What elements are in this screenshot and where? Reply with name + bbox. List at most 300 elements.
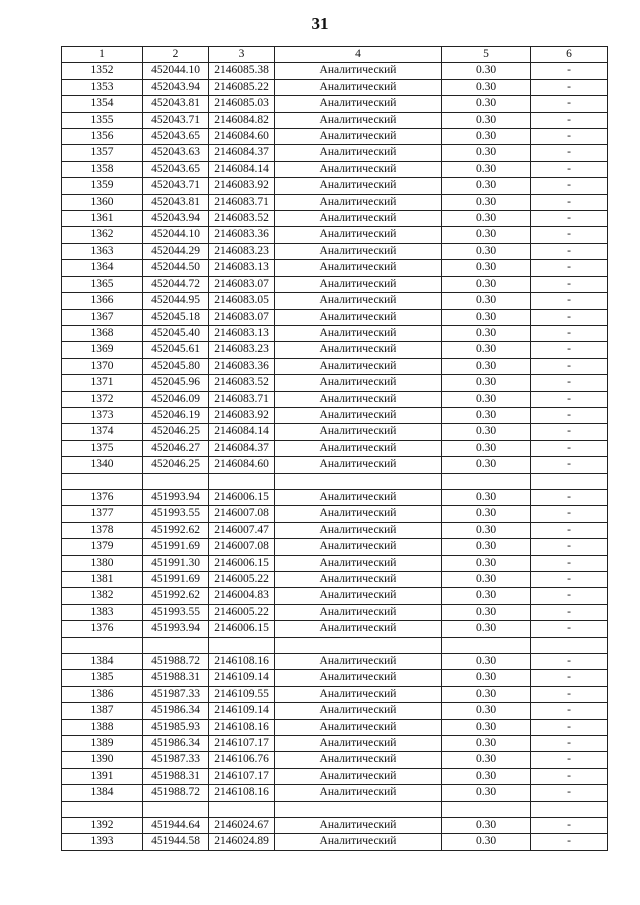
note-cell: - [531, 571, 608, 587]
point-number-cell: 1387 [62, 703, 143, 719]
table-row [62, 440, 608, 456]
accuracy-cell: 0.30 [442, 63, 531, 79]
accuracy-cell: 0.30 [442, 407, 531, 423]
table-body [62, 63, 608, 850]
y-coordinate-cell: 2146083.13 [209, 325, 275, 341]
point-number-cell: 1382 [62, 588, 143, 604]
x-coordinate-cell: 451992.62 [143, 522, 209, 538]
point-number-cell: 1357 [62, 145, 143, 161]
point-number-cell: 1340 [62, 457, 143, 473]
note-cell: - [531, 227, 608, 243]
point-number-cell: 1373 [62, 407, 143, 423]
table-row [62, 293, 608, 309]
x-coordinate-cell: 452043.81 [143, 96, 209, 112]
method-cell: Аналитический [275, 736, 442, 752]
note-cell: - [531, 211, 608, 227]
table-row [62, 719, 608, 735]
y-coordinate-cell: 2146106.76 [209, 752, 275, 768]
point-number-cell: 1372 [62, 391, 143, 407]
column-header: 4 [275, 47, 442, 63]
point-number-cell: 1368 [62, 325, 143, 341]
note-cell: - [531, 736, 608, 752]
table-row [62, 506, 608, 522]
method-cell: Аналитический [275, 342, 442, 358]
point-number-cell: 1370 [62, 358, 143, 374]
method-cell: Аналитический [275, 768, 442, 784]
method-cell: Аналитический [275, 129, 442, 145]
x-coordinate-cell [143, 637, 209, 653]
x-coordinate-cell: 451991.69 [143, 571, 209, 587]
accuracy-cell: 0.30 [442, 358, 531, 374]
y-coordinate-cell: 2146083.13 [209, 260, 275, 276]
accuracy-cell [442, 473, 531, 489]
accuracy-cell: 0.30 [442, 654, 531, 670]
point-number-cell: 1379 [62, 539, 143, 555]
x-coordinate-cell: 451987.33 [143, 686, 209, 702]
accuracy-cell: 0.30 [442, 555, 531, 571]
table-row [62, 227, 608, 243]
point-number-cell: 1374 [62, 424, 143, 440]
y-coordinate-cell: 2146083.52 [209, 211, 275, 227]
y-coordinate-cell: 2146083.71 [209, 391, 275, 407]
accuracy-cell: 0.30 [442, 161, 531, 177]
accuracy-cell: 0.30 [442, 276, 531, 292]
method-cell: Аналитический [275, 539, 442, 555]
table-row [62, 768, 608, 784]
accuracy-cell: 0.30 [442, 621, 531, 637]
method-cell: Аналитический [275, 588, 442, 604]
point-number-cell: 1362 [62, 227, 143, 243]
y-coordinate-cell: 2146109.14 [209, 670, 275, 686]
method-cell: Аналитический [275, 293, 442, 309]
x-coordinate-cell: 452046.25 [143, 424, 209, 440]
note-cell: - [531, 358, 608, 374]
accuracy-cell: 0.30 [442, 588, 531, 604]
method-cell: Аналитический [275, 834, 442, 850]
table-row [62, 325, 608, 341]
point-number-cell: 1358 [62, 161, 143, 177]
y-coordinate-cell: 2146083.71 [209, 194, 275, 210]
y-coordinate-cell: 2146108.16 [209, 719, 275, 735]
method-cell: Аналитический [275, 161, 442, 177]
table-row [62, 194, 608, 210]
point-number-cell: 1388 [62, 719, 143, 735]
x-coordinate-cell: 452046.27 [143, 440, 209, 456]
y-coordinate-cell: 2146084.14 [209, 424, 275, 440]
point-number-cell: 1377 [62, 506, 143, 522]
y-coordinate-cell: 2146005.22 [209, 571, 275, 587]
y-coordinate-cell: 2146108.16 [209, 654, 275, 670]
x-coordinate-cell: 452043.71 [143, 178, 209, 194]
y-coordinate-cell: 2146083.52 [209, 375, 275, 391]
point-number-cell: 1369 [62, 342, 143, 358]
method-cell: Аналитический [275, 818, 442, 834]
point-number-cell: 1376 [62, 621, 143, 637]
accuracy-cell: 0.30 [442, 309, 531, 325]
x-coordinate-cell: 451944.58 [143, 834, 209, 850]
note-cell: - [531, 79, 608, 95]
method-cell: Аналитический [275, 440, 442, 456]
method-cell [275, 637, 442, 653]
x-coordinate-cell: 452043.71 [143, 112, 209, 128]
note-cell: - [531, 293, 608, 309]
note-cell: - [531, 375, 608, 391]
coordinates-table [61, 46, 608, 851]
note-cell: - [531, 342, 608, 358]
point-number-cell: 1384 [62, 654, 143, 670]
x-coordinate-cell: 451986.34 [143, 736, 209, 752]
x-coordinate-cell: 452044.95 [143, 293, 209, 309]
note-cell: - [531, 260, 608, 276]
table-row [62, 621, 608, 637]
note-cell: - [531, 785, 608, 801]
accuracy-cell: 0.30 [442, 325, 531, 341]
accuracy-cell: 0.30 [442, 227, 531, 243]
note-cell: - [531, 129, 608, 145]
x-coordinate-cell: 451985.93 [143, 719, 209, 735]
table-row [62, 785, 608, 801]
method-cell: Аналитический [275, 227, 442, 243]
accuracy-cell: 0.30 [442, 670, 531, 686]
point-number-cell: 1386 [62, 686, 143, 702]
note-cell: - [531, 161, 608, 177]
accuracy-cell: 0.30 [442, 145, 531, 161]
x-coordinate-cell: 452045.96 [143, 375, 209, 391]
table-row [62, 112, 608, 128]
note-cell: - [531, 818, 608, 834]
table-row [62, 342, 608, 358]
point-number-cell: 1390 [62, 752, 143, 768]
x-coordinate-cell: 451993.55 [143, 604, 209, 620]
x-coordinate-cell: 451988.31 [143, 768, 209, 784]
accuracy-cell: 0.30 [442, 178, 531, 194]
x-coordinate-cell: 451988.72 [143, 654, 209, 670]
table-row [62, 96, 608, 112]
y-coordinate-cell: 2146109.14 [209, 703, 275, 719]
y-coordinate-cell [209, 801, 275, 817]
table-row [62, 457, 608, 473]
point-number-cell: 1385 [62, 670, 143, 686]
x-coordinate-cell: 452044.10 [143, 63, 209, 79]
note-cell: - [531, 457, 608, 473]
method-cell: Аналитический [275, 457, 442, 473]
table-row [62, 79, 608, 95]
table-row [62, 407, 608, 423]
table-row [62, 309, 608, 325]
y-coordinate-cell: 2146083.05 [209, 293, 275, 309]
note-cell: - [531, 276, 608, 292]
point-number-cell: 1389 [62, 736, 143, 752]
method-cell: Аналитический [275, 621, 442, 637]
method-cell: Аналитический [275, 145, 442, 161]
point-number-cell: 1356 [62, 129, 143, 145]
table-row [62, 161, 608, 177]
y-coordinate-cell: 2146083.07 [209, 309, 275, 325]
x-coordinate-cell [143, 801, 209, 817]
x-coordinate-cell: 452046.09 [143, 391, 209, 407]
accuracy-cell: 0.30 [442, 522, 531, 538]
method-cell: Аналитический [275, 407, 442, 423]
accuracy-cell: 0.30 [442, 424, 531, 440]
point-number-cell: 1391 [62, 768, 143, 784]
method-cell: Аналитический [275, 211, 442, 227]
note-cell: - [531, 719, 608, 735]
y-coordinate-cell: 2146109.55 [209, 686, 275, 702]
method-cell: Аналитический [275, 112, 442, 128]
x-coordinate-cell: 452044.29 [143, 243, 209, 259]
x-coordinate-cell: 451986.34 [143, 703, 209, 719]
point-number-cell: 1364 [62, 260, 143, 276]
accuracy-cell: 0.30 [442, 719, 531, 735]
point-number-cell [62, 801, 143, 817]
accuracy-cell: 0.30 [442, 391, 531, 407]
note-cell: - [531, 325, 608, 341]
method-cell: Аналитический [275, 276, 442, 292]
method-cell: Аналитический [275, 686, 442, 702]
method-cell: Аналитический [275, 506, 442, 522]
method-cell: Аналитический [275, 358, 442, 374]
y-coordinate-cell: 2146084.14 [209, 161, 275, 177]
point-number-cell: 1371 [62, 375, 143, 391]
y-coordinate-cell: 2146007.08 [209, 539, 275, 555]
method-cell: Аналитический [275, 63, 442, 79]
note-cell: - [531, 670, 608, 686]
method-cell: Аналитический [275, 375, 442, 391]
y-coordinate-cell: 2146083.23 [209, 243, 275, 259]
table-row [62, 243, 608, 259]
point-number-cell: 1354 [62, 96, 143, 112]
table-row [62, 818, 608, 834]
method-cell: Аналитический [275, 785, 442, 801]
note-cell: - [531, 604, 608, 620]
y-coordinate-cell: 2146004.83 [209, 588, 275, 604]
point-number-cell: 1366 [62, 293, 143, 309]
table-row [62, 588, 608, 604]
point-number-cell [62, 637, 143, 653]
table-row [62, 489, 608, 505]
point-number-cell: 1353 [62, 79, 143, 95]
accuracy-cell: 0.30 [442, 834, 531, 850]
table-row [62, 375, 608, 391]
note-cell: - [531, 440, 608, 456]
note-cell: - [531, 506, 608, 522]
x-coordinate-cell: 452044.50 [143, 260, 209, 276]
method-cell: Аналитический [275, 522, 442, 538]
note-cell: - [531, 654, 608, 670]
table-row [62, 63, 608, 79]
point-number-cell: 1363 [62, 243, 143, 259]
x-coordinate-cell: 451993.94 [143, 621, 209, 637]
separator-row [62, 801, 608, 817]
y-coordinate-cell: 2146005.22 [209, 604, 275, 620]
note-cell: - [531, 703, 608, 719]
x-coordinate-cell: 452044.72 [143, 276, 209, 292]
accuracy-cell: 0.30 [442, 686, 531, 702]
accuracy-cell: 0.30 [442, 539, 531, 555]
accuracy-cell: 0.30 [442, 604, 531, 620]
note-cell: - [531, 489, 608, 505]
y-coordinate-cell: 2146007.47 [209, 522, 275, 538]
x-coordinate-cell: 452045.40 [143, 325, 209, 341]
point-number-cell: 1393 [62, 834, 143, 850]
accuracy-cell: 0.30 [442, 112, 531, 128]
method-cell: Аналитический [275, 489, 442, 505]
column-header: 5 [442, 47, 531, 63]
y-coordinate-cell: 2146085.38 [209, 63, 275, 79]
accuracy-cell: 0.30 [442, 342, 531, 358]
table-row [62, 211, 608, 227]
y-coordinate-cell: 2146084.37 [209, 440, 275, 456]
table-row [62, 703, 608, 719]
x-coordinate-cell: 452044.10 [143, 227, 209, 243]
note-cell: - [531, 145, 608, 161]
method-cell: Аналитический [275, 79, 442, 95]
y-coordinate-cell: 2146006.15 [209, 489, 275, 505]
y-coordinate-cell: 2146107.17 [209, 736, 275, 752]
column-header: 3 [209, 47, 275, 63]
table-row [62, 670, 608, 686]
x-coordinate-cell: 452043.94 [143, 79, 209, 95]
x-coordinate-cell: 452045.61 [143, 342, 209, 358]
note-cell [531, 473, 608, 489]
table-row [62, 145, 608, 161]
method-cell: Аналитический [275, 670, 442, 686]
column-header: 2 [143, 47, 209, 63]
method-cell [275, 801, 442, 817]
y-coordinate-cell: 2146006.15 [209, 621, 275, 637]
x-coordinate-cell: 451944.64 [143, 818, 209, 834]
note-cell: - [531, 752, 608, 768]
accuracy-cell: 0.30 [442, 211, 531, 227]
note-cell: - [531, 309, 608, 325]
accuracy-cell [442, 637, 531, 653]
method-cell: Аналитический [275, 571, 442, 587]
note-cell: - [531, 112, 608, 128]
y-coordinate-cell: 2146083.23 [209, 342, 275, 358]
y-coordinate-cell: 2146083.92 [209, 178, 275, 194]
method-cell: Аналитический [275, 654, 442, 670]
table-row [62, 736, 608, 752]
y-coordinate-cell [209, 473, 275, 489]
x-coordinate-cell [143, 473, 209, 489]
y-coordinate-cell: 2146084.60 [209, 129, 275, 145]
x-coordinate-cell: 451993.55 [143, 506, 209, 522]
accuracy-cell: 0.30 [442, 243, 531, 259]
table-row [62, 129, 608, 145]
note-cell: - [531, 243, 608, 259]
accuracy-cell: 0.30 [442, 489, 531, 505]
x-coordinate-cell: 451987.33 [143, 752, 209, 768]
note-cell: - [531, 555, 608, 571]
y-coordinate-cell: 2146085.03 [209, 96, 275, 112]
header-row [62, 47, 608, 63]
x-coordinate-cell: 451988.72 [143, 785, 209, 801]
accuracy-cell: 0.30 [442, 260, 531, 276]
table-row [62, 686, 608, 702]
table-row [62, 604, 608, 620]
point-number-cell: 1359 [62, 178, 143, 194]
accuracy-cell: 0.30 [442, 96, 531, 112]
method-cell: Аналитический [275, 752, 442, 768]
table-row [62, 276, 608, 292]
method-cell: Аналитический [275, 325, 442, 341]
accuracy-cell: 0.30 [442, 752, 531, 768]
table-row [62, 834, 608, 850]
accuracy-cell: 0.30 [442, 293, 531, 309]
y-coordinate-cell: 2146084.37 [209, 145, 275, 161]
accuracy-cell: 0.30 [442, 506, 531, 522]
accuracy-cell: 0.30 [442, 457, 531, 473]
point-number-cell: 1375 [62, 440, 143, 456]
x-coordinate-cell: 452043.63 [143, 145, 209, 161]
table-row [62, 522, 608, 538]
point-number-cell: 1381 [62, 571, 143, 587]
y-coordinate-cell: 2146108.16 [209, 785, 275, 801]
point-number-cell: 1365 [62, 276, 143, 292]
table-row [62, 391, 608, 407]
note-cell [531, 801, 608, 817]
method-cell: Аналитический [275, 555, 442, 571]
x-coordinate-cell: 452045.18 [143, 309, 209, 325]
point-number-cell: 1378 [62, 522, 143, 538]
x-coordinate-cell: 451988.31 [143, 670, 209, 686]
x-coordinate-cell: 452043.81 [143, 194, 209, 210]
accuracy-cell: 0.30 [442, 703, 531, 719]
accuracy-cell: 0.30 [442, 79, 531, 95]
y-coordinate-cell: 2146024.67 [209, 818, 275, 834]
note-cell [531, 637, 608, 653]
method-cell: Аналитический [275, 604, 442, 620]
note-cell: - [531, 391, 608, 407]
note-cell: - [531, 424, 608, 440]
accuracy-cell: 0.30 [442, 785, 531, 801]
table-row [62, 358, 608, 374]
method-cell: Аналитический [275, 719, 442, 735]
accuracy-cell [442, 801, 531, 817]
note-cell: - [531, 63, 608, 79]
note-cell: - [531, 621, 608, 637]
note-cell: - [531, 96, 608, 112]
table-row [62, 178, 608, 194]
column-header: 1 [62, 47, 143, 63]
accuracy-cell: 0.30 [442, 194, 531, 210]
method-cell: Аналитический [275, 703, 442, 719]
y-coordinate-cell: 2146007.08 [209, 506, 275, 522]
method-cell: Аналитический [275, 178, 442, 194]
table-row [62, 260, 608, 276]
y-coordinate-cell: 2146083.07 [209, 276, 275, 292]
note-cell: - [531, 588, 608, 604]
table-row [62, 539, 608, 555]
method-cell: Аналитический [275, 194, 442, 210]
point-number-cell [62, 473, 143, 489]
method-cell: Аналитический [275, 243, 442, 259]
method-cell: Аналитический [275, 309, 442, 325]
method-cell: Аналитический [275, 391, 442, 407]
method-cell: Аналитический [275, 96, 442, 112]
y-coordinate-cell: 2146085.22 [209, 79, 275, 95]
method-cell: Аналитический [275, 424, 442, 440]
point-number-cell: 1352 [62, 63, 143, 79]
x-coordinate-cell: 451993.94 [143, 489, 209, 505]
y-coordinate-cell: 2146084.82 [209, 112, 275, 128]
x-coordinate-cell: 452043.65 [143, 129, 209, 145]
y-coordinate-cell: 2146024.89 [209, 834, 275, 850]
note-cell: - [531, 686, 608, 702]
accuracy-cell: 0.30 [442, 129, 531, 145]
y-coordinate-cell: 2146107.17 [209, 768, 275, 784]
accuracy-cell: 0.30 [442, 736, 531, 752]
